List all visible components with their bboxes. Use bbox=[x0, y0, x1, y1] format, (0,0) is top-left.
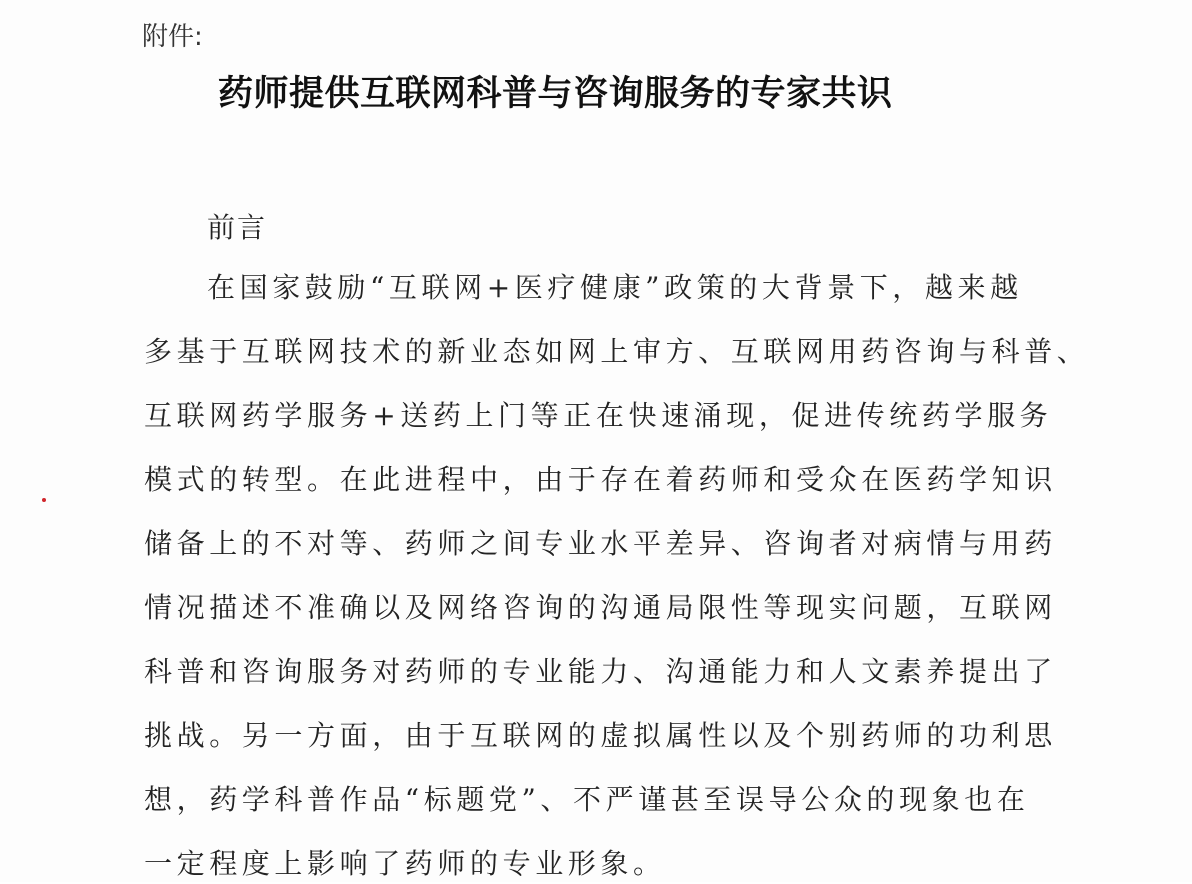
paragraph-line: 在国家鼓励“互联网+医疗健康”政策的大背景下，越来越 bbox=[207, 271, 1023, 304]
attachment-label: 附件: bbox=[142, 22, 203, 52]
section-heading-preface: 前言 bbox=[207, 211, 268, 244]
paragraph-line: 想，药学科普作品“标题党”、不严谨甚至误导公众的现象也在 bbox=[144, 783, 1030, 816]
paragraph-line: 模式的转型。在此进程中，由于存在着药师和受众在医药学知识 bbox=[144, 463, 1057, 496]
paragraph-line: 储备上的不对等、药师之间专业水平差异、咨询者对病情与用药 bbox=[144, 527, 1057, 560]
paragraph-line: 多基于互联网技术的新业态如网上审方、互联网用药咨询与科普、 bbox=[144, 335, 1090, 368]
paragraph-line: 情况描述不准确以及网络咨询的沟通局限性等现实问题，互联网 bbox=[144, 591, 1057, 624]
document-title: 药师提供互联网科普与咨询服务的专家共识 bbox=[218, 74, 893, 114]
paragraph-line: 挑战。另一方面，由于互联网的虚拟属性以及个别药师的功利思 bbox=[144, 719, 1057, 752]
paragraph-line: 科普和咨询服务对药师的专业能力、沟通能力和人文素养提出了 bbox=[144, 655, 1057, 688]
paragraph-line: 互联网药学服务+送药上门等正在快速涌现，促进传统药学服务 bbox=[144, 399, 1053, 432]
margin-mark bbox=[42, 498, 46, 502]
paragraph-line: 一定程度上影响了药师的专业形象。 bbox=[144, 847, 666, 880]
